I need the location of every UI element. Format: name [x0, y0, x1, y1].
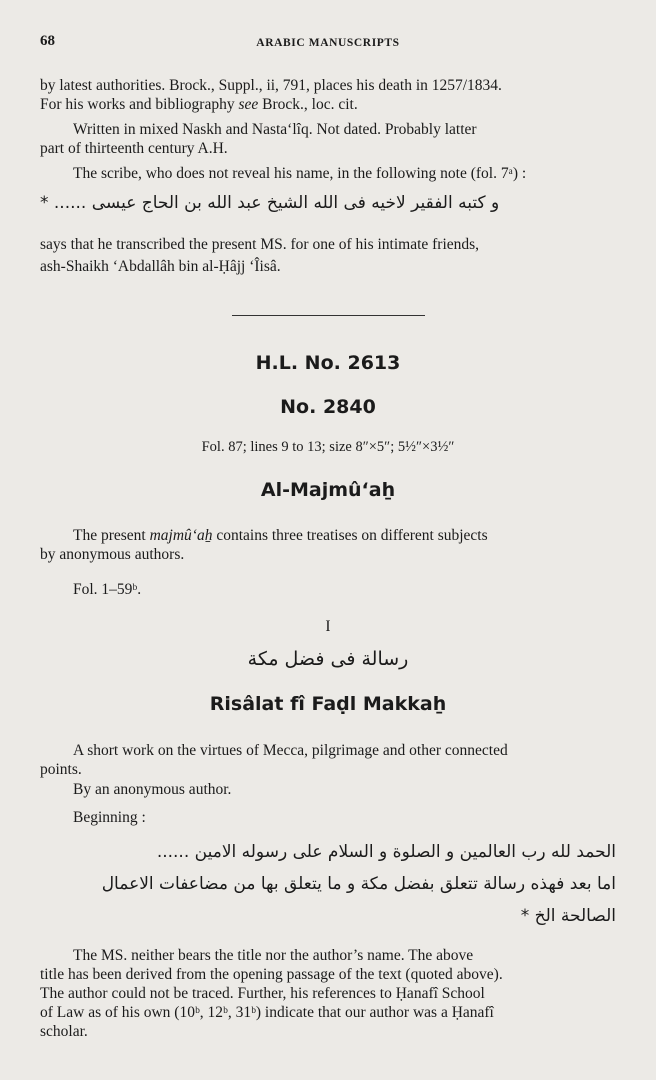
text-line: says that he transcribed the present MS. for one of his intimate friends, [40, 236, 480, 253]
text-line: ash-Shaikh ‘Abdallâh bin al-Ḥâjj ‘Îisâ. [40, 258, 281, 275]
text-line: Written in mixed Naskh and Nasta‘lîq. Not dated. Probably latter [73, 121, 477, 138]
page-number: 68 [40, 33, 55, 49]
arabic-beginning-line: الحمد لله رب العالمين و الصلوة و السلام على رسوله الامين ...... [156, 842, 616, 862]
text-line: by anonymous authors. [40, 546, 185, 563]
text-line: points. [40, 761, 82, 778]
arabic-beginning-line: اما بعد فهذه رسالة تتعلق بفضل مكة و ما يتعلق بها من مضاعفات الاعمال [101, 874, 616, 894]
work-title: Al-Majmû‘aẖ [260, 479, 396, 501]
text-line: The author could not be traced. Further, his references to Ḥanafî School [40, 985, 485, 1002]
treatise-numeral: I [325, 618, 331, 635]
number-heading: No. 2840 [280, 396, 376, 418]
section-divider [232, 315, 425, 316]
text-line: title has been derived from the opening passage of the text (quoted above). [40, 966, 503, 983]
folio-description: Fol. 87; lines 9 to 13; size 8″×5″; 5½″×3½″ [201, 439, 455, 455]
arabic-note: و كتبه الفقير لاخيه فى الله الشيخ عبد الله بن الحاج عيسى ...... * [40, 193, 500, 213]
text-line: of Law as of his own (10ᵇ, 12ᵇ, 31ᵇ) indicate that our author was a Ḥanafî [40, 1004, 494, 1021]
text-line: For his works and bibliography see Brock., loc. cit. [40, 96, 358, 113]
text-line: by latest authorities. Brock., Suppl., ii, 791, places his death in 1257/1834. [40, 77, 502, 94]
text-line: Beginning : [73, 809, 146, 826]
running-title: ARABIC MANUSCRIPTS [256, 37, 400, 49]
treatise-title: Risâlat fî Faḍl Makkaẖ [209, 693, 447, 715]
text-line: The MS. neither bears the title nor the author’s name. The above [73, 947, 474, 964]
text-line: The scribe, who does not reveal his name, in the following note (fol. 7ᵃ) : [73, 165, 527, 182]
hl-number-heading: H.L. No. 2613 [255, 352, 401, 374]
text-line: A short work on the virtues of Mecca, pilgrimage and other connected [73, 742, 508, 759]
text-line: By an anonymous author. [73, 781, 232, 798]
arabic-title: رسالة فى فضل مكة [247, 648, 409, 670]
text-line: The present majmû‘aẖ contains three treatises on different subjects [73, 527, 488, 544]
arabic-beginning-line: الصالحة الخ * [520, 906, 616, 926]
folio-range: Fol. 1–59ᵇ. [73, 581, 142, 598]
text-line: part of thirteenth century A.H. [40, 140, 228, 157]
text-line: scholar. [40, 1023, 88, 1040]
